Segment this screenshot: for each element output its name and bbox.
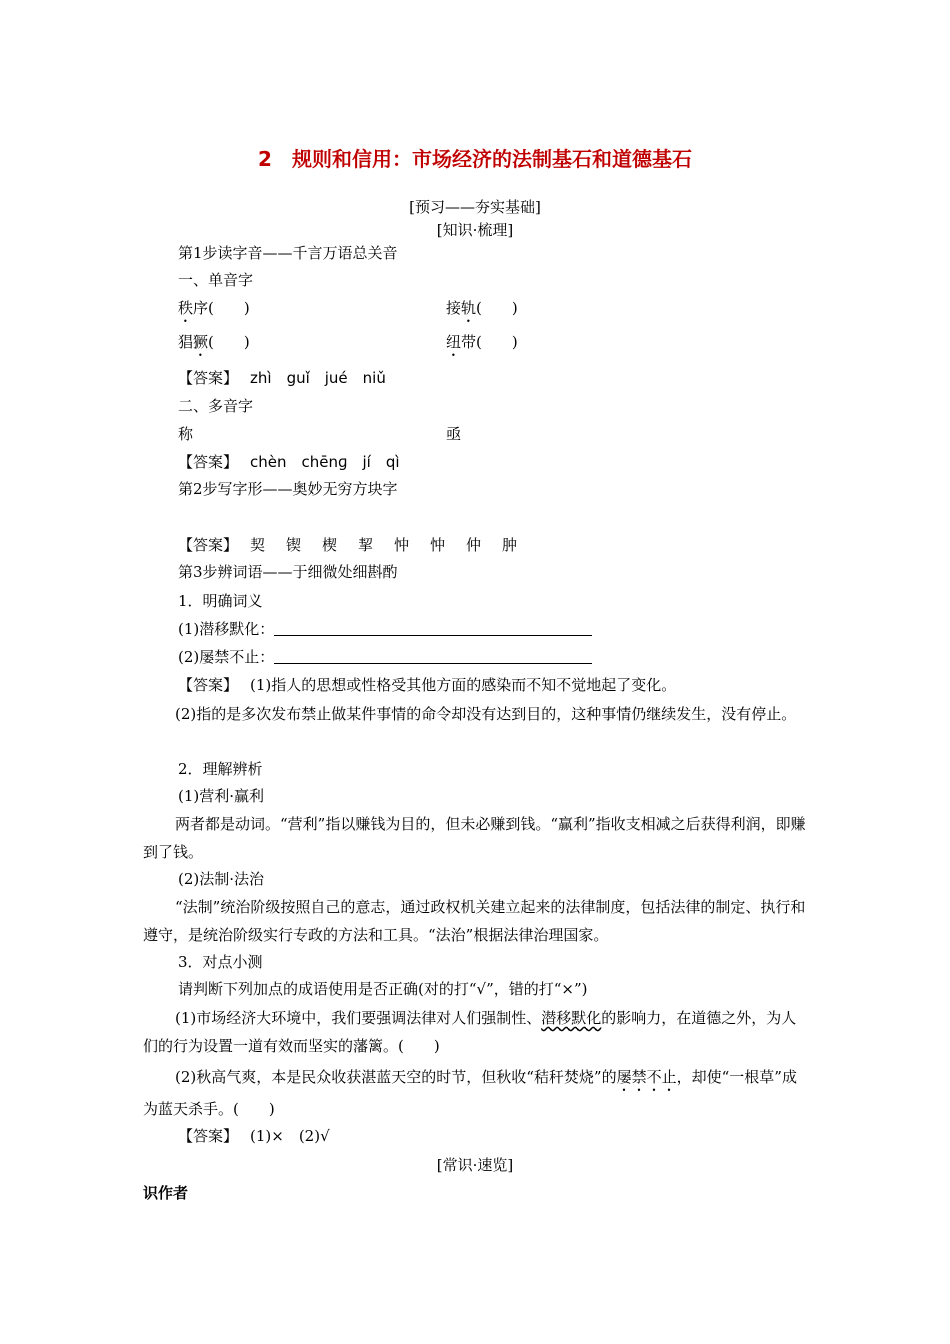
answer-text: 契 锲 楔 挈 忡 忡 仲 肿: [250, 536, 521, 554]
test-item-1-post: 的影响力，在道德之外，为人们的行为设置一道有效而坚实的藩篱。( ): [143, 1009, 797, 1055]
answer-label: 【答案】: [178, 676, 239, 694]
subsection-1: 1．明确词义: [178, 592, 263, 610]
step2-answer: [178, 535, 520, 555]
answer-label: 【答案】: [178, 369, 239, 387]
test-item-1-pre: (1)市场经济大环境中，我们要强调法律对人们强制性、: [175, 1009, 542, 1027]
answer-blank: [274, 621, 592, 636]
test-item-2-pre: (2)秋高气爽，本是民众收获湛蓝天空的时节，但秋收“秸秆焚烧”的: [175, 1068, 617, 1086]
section-common-heading: [常识·速览]: [436, 1156, 514, 1174]
single-answer: [178, 368, 386, 388]
step1-heading: 第1步读字音——千言万语总关音: [178, 244, 398, 262]
definition-answer-2: (2)指的是多次发布禁止做某件事情的命令却没有达到目的，这种事情仍继续发生，没有停止。: [175, 705, 797, 723]
section-knowledge-heading: [知识·梳理]: [436, 221, 514, 239]
test-instructions: 请判断下列加点的成语使用是否正确(对的打“√”，错的打“×”): [178, 980, 588, 998]
page-title: 2 规则和信用：市场经济的法制基石和道德基石: [258, 147, 692, 171]
multi-char-label: 二、多音字: [178, 397, 254, 415]
answer-text: (1)指人的思想或性格受其他方面的感染而不知不觉地起了变化。: [250, 676, 677, 694]
test-answer: [178, 1126, 330, 1146]
test-item-1: [143, 1004, 806, 1060]
subsection-3: 3．对点小测: [178, 953, 263, 971]
marked-idiom: 潜移默化: [541, 1009, 602, 1027]
multi-char-ji: 亟: [446, 425, 462, 443]
pair-2-text: “法制”统治阶级按照自己的意志，通过政权机关建立起来的法律制度，包括法律的制定、执行和遵守，是统治阶级实行专政的方法和工具。“法治”根据法律治理国家。: [143, 898, 806, 944]
word-item-changjue: 猖獗( ): [178, 333, 250, 351]
word-item-niudai: 纽带( ): [446, 333, 518, 351]
answer-label: 【答案】: [178, 453, 239, 471]
answer-text: chèn chēnɡ jí qì: [250, 453, 400, 471]
answer-text: (1)× (2)√: [250, 1127, 330, 1145]
word-item-jiegui: 接轨( ): [446, 299, 518, 317]
test-item-2: [143, 1063, 806, 1123]
answer-label: 【答案】: [178, 536, 239, 554]
test-item-2-post: ，却使“一根草”成为蓝天杀手。( ): [143, 1068, 797, 1118]
answer-text: zhì guǐ jué niǔ: [250, 369, 386, 387]
section-preview-heading: [预习——夯实基础]: [409, 198, 541, 216]
step3-heading: 第3步辨词语——于细微处细斟酌: [178, 563, 398, 581]
question-2: [178, 647, 592, 667]
pair-1-title: (1)营利·赢利: [178, 787, 265, 805]
marked-idiom: 屡禁不止: [616, 1068, 677, 1086]
subsection-2: 2．理解辨析: [178, 760, 263, 778]
answer-label: 【答案】: [178, 1127, 239, 1145]
pair-2-title: (2)法制·法治: [178, 870, 265, 888]
author-heading: 识作者: [143, 1184, 189, 1202]
multi-char-cheng: 称: [178, 425, 194, 443]
multi-answer: [178, 452, 400, 472]
single-char-label: 一、单音字: [178, 271, 254, 289]
definition-answer-1: [178, 675, 676, 695]
word-item-zhixu: 秩序( ): [178, 299, 250, 317]
question-1: [178, 619, 592, 639]
question-2-label: (2)屡禁不止：: [178, 648, 275, 666]
pair-1-text: 两者都是动词。“营利”指以赚钱为目的，但未必赚到钱。“赢利”指收支相减之后获得利润，即赚到了钱。: [143, 815, 806, 861]
step2-heading: 第2步写字形——奥妙无穷方块字: [178, 480, 398, 498]
question-1-label: (1)潜移默化：: [178, 620, 275, 638]
answer-blank: [274, 649, 592, 664]
